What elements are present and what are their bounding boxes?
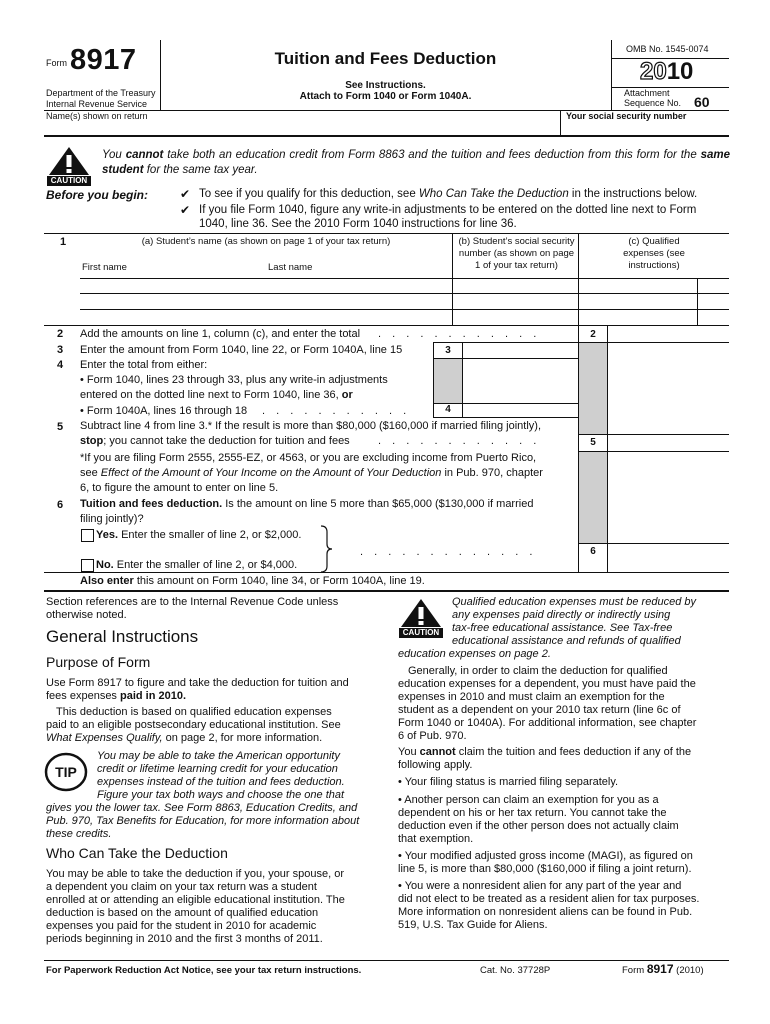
catalog-number: Cat. No. 37728P — [480, 965, 551, 976]
purpose-p1-2: fees expenses paid in 2010. — [46, 690, 187, 702]
paperwork-notice: For Paperwork Reduction Act Notice, see your tax return instructions. — [46, 965, 362, 976]
who-line-1: You may be able to take the deduction if you, your spouse, or — [46, 868, 345, 880]
bullet-2-1: • Another person can claim an exemption for you as a — [398, 794, 659, 806]
right-p2-1: You cannot claim the tuition and fees deduction if any of the — [398, 746, 692, 758]
line-6-box-label: 6 — [590, 546, 596, 557]
tip-line-6: Pub. 970, Tax Benefits for Education, for more information about — [46, 815, 360, 827]
yes-label: Yes. Enter the smaller of line 2, or $2,000. — [96, 529, 302, 541]
no-checkbox[interactable] — [81, 559, 94, 572]
bullet-2-2: dependent on his or her tax return. You cannot take the — [398, 807, 667, 819]
col-a-header: (a) Student’s name (as shown on page 1 of your tax return) — [141, 236, 391, 247]
bullet-2-4: that exemption. — [398, 833, 474, 845]
tip-line-5: gives you the lower tax. See Form 8863, Education Credits, and — [46, 802, 358, 814]
right-p1-6: 6 of Pub. 970. — [398, 730, 467, 742]
attachment-label: Attachment — [624, 88, 670, 98]
line-5-number: 5 — [57, 421, 64, 433]
right-p1-5: Form 1040 or 1040A). For additional information, see chapter — [398, 717, 697, 729]
purpose-p2-3: What Expenses Qualify, on page 2, for more information. — [46, 732, 323, 744]
purpose-p1-1: Use Form 8917 to figure and take the deduction for tuition and — [46, 677, 349, 689]
right-p1-3: expenses in 2010 and must claim an exemption for the — [398, 691, 665, 703]
line-5-text-2: stop; you cannot take the deduction for tuition and fees — [80, 435, 350, 447]
right-p1-2: education expenses for a dependent, you must have paid the — [398, 678, 696, 690]
brace-icon — [318, 524, 334, 574]
before-item-1: To see if you qualify for this deduction, see Who Can Take the Deduction in the instructions below. — [199, 188, 698, 200]
who-heading: Who Can Take the Deduction — [46, 845, 228, 861]
tip-line-3: expenses instead of the tuition and fees deduction. — [97, 776, 345, 788]
line-4-bullet-1: • Form 1040, lines 23 through 33, plus any write-in adjustments — [80, 374, 388, 386]
ssn-input[interactable] — [564, 122, 728, 135]
line-2-amount-input[interactable] — [608, 326, 729, 342]
bullet-3-2: line 5, is more than $80,000 ($160,000 if filing a joint return). — [398, 863, 692, 875]
irs: Internal Revenue Service — [46, 99, 148, 109]
line-3-box-label: 3 — [445, 345, 451, 356]
caution-top-text: You cannot take both an education credit from Form 8863 and the tuition and fees deduction from this form for the same student for the same tax year. — [102, 149, 731, 176]
tip-badge: TIP — [44, 752, 88, 792]
line-4-bullet-2: • Form 1040A, lines 16 through 18 — [80, 405, 248, 417]
who-line-5: expenses you paid for the student in 2010 for academic — [46, 920, 317, 932]
student-row-3-ssn[interactable] — [453, 310, 578, 325]
right-caution-1: Qualified education expenses must be reduced by — [452, 596, 696, 608]
check-icon: ✔ — [180, 187, 191, 201]
student-row-1-name[interactable] — [80, 279, 452, 293]
yes-checkbox[interactable] — [81, 529, 94, 542]
line-6-number: 6 — [57, 499, 64, 511]
tip-line-2: credit or lifetime learning credit for your education — [97, 763, 338, 775]
line-4-amount-input[interactable] — [463, 403, 578, 417]
first-name-header: First name — [82, 262, 127, 273]
see-instructions: See Instructions. — [345, 80, 426, 91]
who-line-6: periods beginning in 2010 and the first 3 months of 2011. — [46, 933, 323, 945]
purpose-p2-1: This deduction is based on qualified education expenses — [56, 706, 332, 718]
student-row-2-name[interactable] — [80, 294, 452, 309]
line-2-text: Add the amounts on line 1, column (c), and enter the total — [80, 328, 361, 340]
omb-number: OMB No. 1545-0074 — [626, 44, 709, 54]
tax-year: 2010 — [640, 58, 694, 85]
student-row-3-name[interactable] — [80, 310, 452, 325]
bullet-4-1: • You were a nonresident alien for any part of the year and — [398, 880, 682, 892]
purpose-p2-2: paid to an eligible postsecondary educational institution. See — [46, 719, 341, 731]
line-3-amount-input[interactable] — [463, 343, 578, 358]
bullet-4-2: did not elect to be treated as a resident alien for tax purposes. — [398, 893, 700, 905]
line-3-number: 3 — [57, 344, 64, 356]
bullet-1: • Your filing status is married filing separately. — [398, 776, 619, 788]
caution-badge-top: CAUTION — [46, 146, 92, 186]
tip-line-7: these credits. — [46, 828, 112, 840]
line-5-text: Subtract line 4 from line 3.* If the result is more than $80,000 ($160,000 if married filing jointly), — [80, 420, 542, 432]
last-name-header: Last name — [268, 262, 313, 273]
check-icon: ✔ — [180, 203, 191, 217]
right-caution-2: any expenses paid directly or indirectly using — [452, 609, 671, 621]
right-caution-5: education expenses on page 2. — [398, 648, 551, 660]
line-1-number: 1 — [60, 236, 67, 248]
form-title: Tuition and Fees Deduction — [274, 49, 497, 68]
line-4-box-label: 4 — [445, 404, 451, 415]
name-input[interactable] — [46, 122, 556, 135]
no-label: No. Enter the smaller of line 2, or $4,000. — [96, 559, 298, 571]
line-6-text: Tuition and fees deduction. Is the amount on line 5 more than $65,000 ($130,000 if married — [80, 498, 534, 510]
right-p1-4: student as a dependent on your 2010 tax return (line 6c of — [398, 704, 681, 716]
right-p1-1: Generally, in order to claim the deduction for qualified — [408, 665, 668, 677]
who-line-2: a dependent you claim on your tax return was a student — [46, 881, 317, 893]
line-4-number: 4 — [57, 359, 64, 371]
col-c-header: (c) Qualified expenses (see instructions) — [623, 236, 685, 271]
form-word: Form — [46, 58, 67, 68]
line-5-amount-input[interactable] — [608, 435, 729, 451]
line-4-bullet-1b: entered on the dotted line next to Form 1040, line 36, or — [80, 389, 353, 401]
sequence-label: Sequence No. — [624, 98, 682, 108]
line-2-number: 2 — [57, 328, 64, 340]
before-item-2b: 1040, line 36. See the 2010 Form 1040 instructions for line 36. — [199, 218, 517, 230]
student-row-1-ssn[interactable] — [453, 279, 578, 293]
right-caution-4: educational assistance and refunds of qualified — [452, 635, 681, 647]
section-refs-1: Section references are to the Internal Revenue Code unless — [46, 596, 339, 608]
bullet-4-3: More information on nonresident aliens can be found in Pub. — [398, 906, 693, 918]
bullet-2-3: deduction even if the other person does not actually claim — [398, 820, 679, 832]
before-you-begin-label: Before you begin: — [46, 188, 149, 202]
student-row-2-expenses[interactable] — [579, 294, 697, 309]
line-5-note-2: see Effect of the Amount of Your Income on the Amount of Your Deduction in Pub. 970, chapter — [80, 467, 543, 479]
line-5-box-label: 5 — [590, 437, 596, 448]
line-6-text-2: filing jointly)? — [80, 513, 144, 525]
bullet-3-1: • Your modified adjusted gross income (MAGI), as figured on — [398, 850, 693, 862]
purpose-heading: Purpose of Form — [46, 654, 151, 670]
line-2-box-label: 2 — [590, 329, 596, 340]
footer-form-id: Form 8917 (2010) — [622, 962, 704, 976]
student-row-1-expenses[interactable] — [579, 279, 697, 293]
general-instructions-heading: General Instructions — [46, 627, 199, 646]
student-row-2-ssn[interactable] — [453, 294, 578, 309]
line-4-text: Enter the total from either: — [80, 359, 208, 371]
col-b-header: (b) Student’s social security number (as shown on page 1 of your tax return) — [458, 236, 575, 271]
caution-badge-right: CAUTION — [398, 598, 444, 638]
right-p2-2: following apply. — [398, 759, 473, 771]
sequence-number: 60 — [694, 94, 710, 110]
right-caution-3: tax-free educational assistance. See Tax-free — [452, 622, 673, 634]
before-item-2: If you file Form 1040, figure any write-in adjustments to be entered on the dotted line next to Form — [199, 204, 697, 216]
line-3-text: Enter the amount from Form 1040, line 22, or Form 1040A, line 15 — [80, 344, 403, 356]
attach-note: Attach to Form 1040 or Form 1040A. — [299, 91, 472, 102]
line-5-note-1: *If you are filing Form 2555, 2555-EZ, or 4563, or you are excluding income from Puerto Rico, — [80, 452, 537, 464]
line-6-amount-input[interactable] — [608, 544, 729, 572]
tip-line-4: Figure your tax both ways and choose the one that — [97, 789, 345, 801]
form-number: 8917 — [70, 44, 137, 76]
names-label: Name(s) shown on return — [46, 111, 148, 121]
ssn-label: Your social security number — [566, 111, 687, 121]
department: Department of the Treasury — [46, 88, 156, 98]
who-line-3: enrolled at or attending an eligible educational institution. The — [46, 894, 345, 906]
line-5-note-3: 6, to figure the amount to enter on line 5. — [80, 482, 279, 494]
bullet-4-4: 519, U.S. Tax Guide for Aliens. — [398, 919, 548, 931]
also-enter-text: Also enter this amount on Form 1040, line 34, or Form 1040A, line 19. — [80, 575, 425, 587]
who-line-4: deduction is based on the amount of qualified education — [46, 907, 319, 919]
tip-line-1: You may be able to take the American opportunity — [97, 750, 340, 762]
section-refs-2: otherwise noted. — [46, 609, 127, 621]
student-row-3-expenses[interactable] — [579, 310, 697, 325]
